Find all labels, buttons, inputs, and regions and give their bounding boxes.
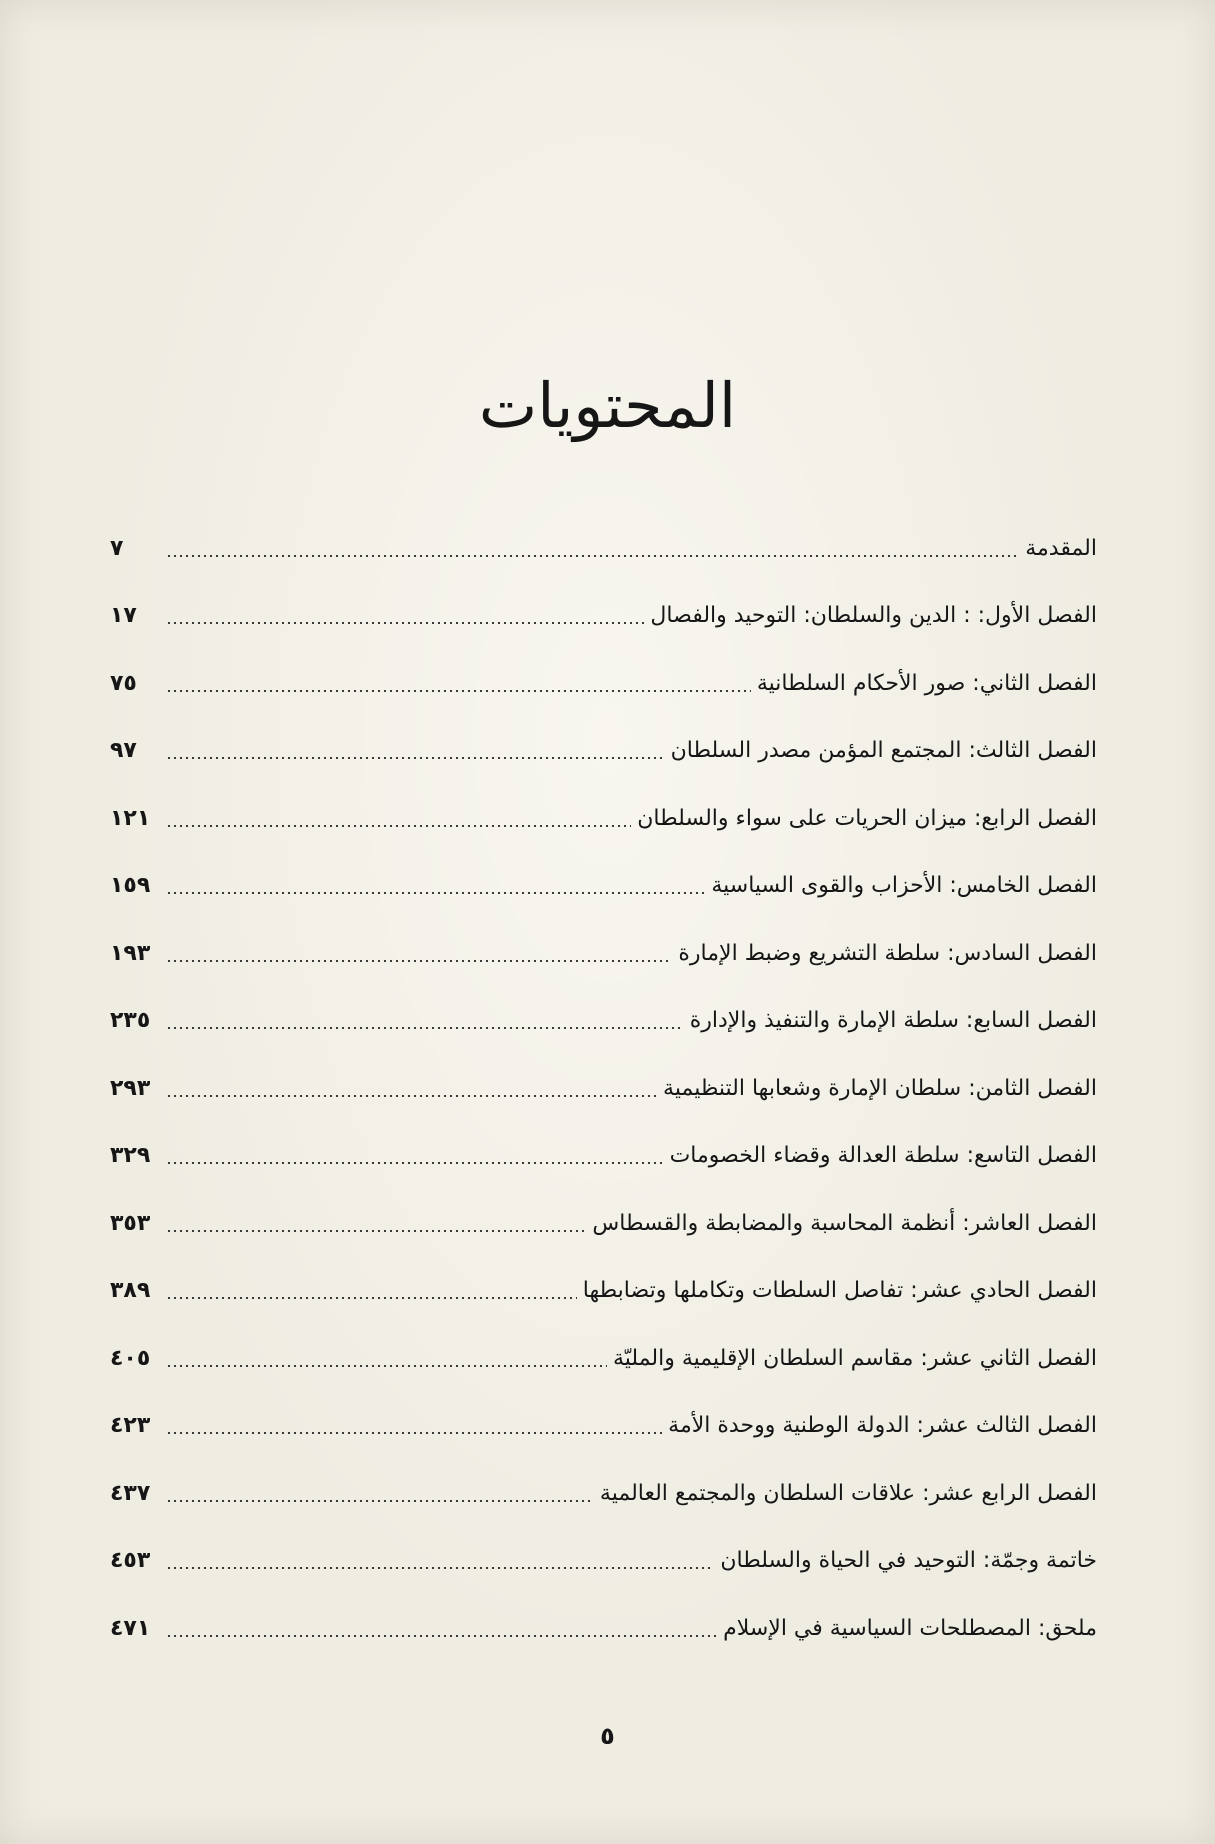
toc-entry-title: الفصل الثاني: صور الأحكام السلطانية: [756, 670, 1097, 696]
toc-entry-page: ٤٧١: [110, 1615, 151, 1641]
toc-entry-title: الفصل الرابع عشر: علاقات السلطان والمجتمع العالمية: [599, 1480, 1097, 1506]
toc-leader-dots: [166, 1027, 684, 1029]
toc-entry-page: ٢٩٣: [110, 1075, 151, 1101]
toc-entry-page: ٣٨٩: [110, 1278, 151, 1304]
toc-entry-title: الفصل الرابع: ميزان الحريات على سواء والسلطان: [637, 805, 1097, 831]
toc-entry-page: ٣٥٣: [110, 1210, 151, 1236]
toc-entry-page: ١٢١: [110, 805, 151, 831]
toc-entry-page: ٤٣٧: [110, 1480, 151, 1506]
toc-entry-title: خاتمة وجمّة: التوحيد في الحياة والسلطان: [720, 1548, 1097, 1574]
toc-leader-dots: [166, 1567, 714, 1569]
toc-entry-page: ١٩٣: [110, 940, 151, 966]
toc-leader-dots: [166, 1365, 607, 1367]
toc-entry: [110, 920, 1097, 988]
table-of-contents: [110, 515, 1097, 1663]
toc-entry-title: الفصل الخامس: الأحزاب والقوى السياسية: [711, 873, 1097, 899]
toc-leader-dots: [166, 1162, 664, 1164]
toc-entry: [110, 785, 1097, 853]
toc-entry: [110, 1123, 1097, 1191]
toc-entry-page: ٧: [110, 535, 124, 561]
toc-entry-title: الفصل السابع: سلطة الإمارة والتنفيذ والإدارة: [689, 1008, 1097, 1034]
toc-entry-title: الفصل الحادي عشر: تفاصل السلطات وتكاملها وتضابطها: [582, 1278, 1097, 1304]
toc-entry-title: الفصل التاسع: سلطة العدالة وقضاء الخصومات: [669, 1143, 1097, 1169]
toc-entry: [110, 718, 1097, 786]
toc-entry: [110, 1258, 1097, 1326]
toc-leader-dots: [166, 1432, 662, 1434]
toc-entry: [110, 1595, 1097, 1663]
toc-leader-dots: [166, 1095, 657, 1097]
toc-entry-page: ٤٢٣: [110, 1413, 151, 1439]
toc-entry: [110, 1460, 1097, 1528]
toc-entry: [110, 583, 1097, 651]
toc-leader-dots: [166, 960, 672, 962]
toc-entry-title: الفصل الثالث عشر: الدولة الوطنية ووحدة الأمة: [668, 1413, 1097, 1439]
toc-entry-title: الفصل العاشر: أنظمة المحاسبة والمضابطة والقسطاس: [592, 1210, 1097, 1236]
toc-entry-title: الفصل الأول: : الدين والسلطان: التوحيد والفصال: [650, 603, 1097, 629]
toc-entry-page: ١٥٩: [110, 873, 151, 899]
toc-leader-dots: [166, 690, 751, 692]
page-number: ٥: [600, 1722, 615, 1750]
toc-entry-title: المقدمة: [1025, 535, 1097, 561]
toc-entry-page: ٢٣٥: [110, 1008, 151, 1034]
toc-entry: [110, 650, 1097, 718]
toc-entry: [110, 1190, 1097, 1258]
toc-entry-title: ملحق: المصطلحات السياسية في الإسلام: [723, 1615, 1097, 1641]
toc-entry-title: الفصل الثاني عشر: مقاسم السلطان الإقليمية والمليّة: [612, 1345, 1097, 1371]
toc-leader-dots: [166, 555, 1019, 557]
toc-entry-title: الفصل الثالث: المجتمع المؤمن مصدر السلطان: [670, 738, 1097, 764]
toc-leader-dots: [166, 1500, 594, 1502]
toc-entry-page: ٧٥: [110, 670, 137, 696]
toc-leader-dots: [166, 1230, 586, 1232]
toc-leader-dots: [166, 757, 665, 759]
toc-entry: [110, 1528, 1097, 1596]
toc-entry: [110, 515, 1097, 583]
toc-entry-page: ٣٢٩: [110, 1143, 151, 1169]
toc-entry: [110, 1325, 1097, 1393]
toc-leader-dots: [166, 1635, 717, 1637]
page-title: المحتويات: [478, 369, 737, 442]
toc-entry-title: الفصل الثامن: سلطان الإمارة وشعابها التنظيمية: [663, 1075, 1097, 1101]
toc-entry: [110, 1393, 1097, 1461]
toc-entry-page: ٤٠٥: [110, 1345, 151, 1371]
toc-entry-page: ٩٧: [110, 738, 137, 764]
toc-leader-dots: [166, 892, 705, 894]
toc-leader-dots: [166, 622, 644, 624]
toc-entry: [110, 853, 1097, 921]
toc-leader-dots: [166, 1297, 577, 1299]
toc-entry: [110, 988, 1097, 1056]
toc-entry-page: ٤٥٣: [110, 1548, 151, 1574]
toc-leader-dots: [166, 825, 631, 827]
toc-entry: [110, 1055, 1097, 1123]
toc-entry-title: الفصل السادس: سلطة التشريع وضبط الإمارة: [678, 940, 1097, 966]
toc-entry-page: ١٧: [110, 603, 137, 629]
